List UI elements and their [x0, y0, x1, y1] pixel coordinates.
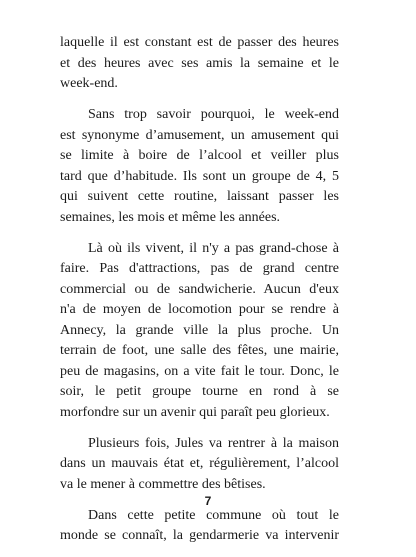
- text-line: commercial ou de sandwicherie. Aucun d'eux: [60, 281, 339, 297]
- text-line: qui suivent cette routine, laissant passer les: [60, 189, 339, 204]
- text-line: peu de magasins, on a vite fait le tour. Donc, le: [60, 363, 339, 379]
- text-line: tard que d’habitude. Ils sont un groupe de 4, 5: [60, 168, 339, 184]
- text-line: week-end.: [60, 76, 118, 91]
- text-line: semaines, les mois et même les années.: [60, 209, 281, 225]
- paragraph-4: [60, 434, 339, 496]
- text-line: se limite à boire de l’alcool et veiller plus: [60, 148, 339, 163]
- text-line: morfondre sur un avenir qui paraît peu glorieux.: [60, 404, 330, 420]
- text-line: Plusieurs fois, Jules va rentrer à la maison: [88, 435, 339, 451]
- text-line: soir, le petit groupe tourne en rond à se: [60, 384, 339, 399]
- text-line: est synonyme d’amusement, un amusement qui: [60, 127, 339, 143]
- page-number: 7: [204, 494, 212, 508]
- text-line: Dans cette petite commune où tout le: [88, 507, 339, 523]
- text-line: faire. Pas d'attractions, pas de grand centre: [60, 261, 339, 276]
- paragraph-2: [60, 105, 339, 228]
- text-line: Sans trop savoir pourquoi, le week-end: [88, 107, 339, 122]
- paragraph-1: [60, 33, 339, 95]
- text-line: et des heures avec ses amis la semaine et le: [60, 55, 339, 71]
- text-line: Là où ils vivent, il n'y a pas grand-chose à: [88, 240, 339, 256]
- text-line: laquelle il est constant est de passer des heures: [60, 35, 339, 50]
- paragraph-3: [60, 239, 339, 424]
- text-line: Annecy, la grande ville la plus proche. Un: [60, 322, 339, 338]
- text-line: monde se connaît, la gendarmerie va intervenir: [60, 528, 339, 543]
- text-line: n'a de moyen de locomotion pour se rendre à: [60, 302, 339, 317]
- text-line: va le mener à commettre des bêtises.: [60, 476, 266, 492]
- body-text: [60, 33, 339, 557]
- paragraph-5: [60, 506, 339, 547]
- text-line: terrain de foot, une salle des fêtes, une mairie,: [60, 343, 339, 358]
- text-line: dans un mauvais état et, régulièrement, l’alcool: [60, 456, 339, 471]
